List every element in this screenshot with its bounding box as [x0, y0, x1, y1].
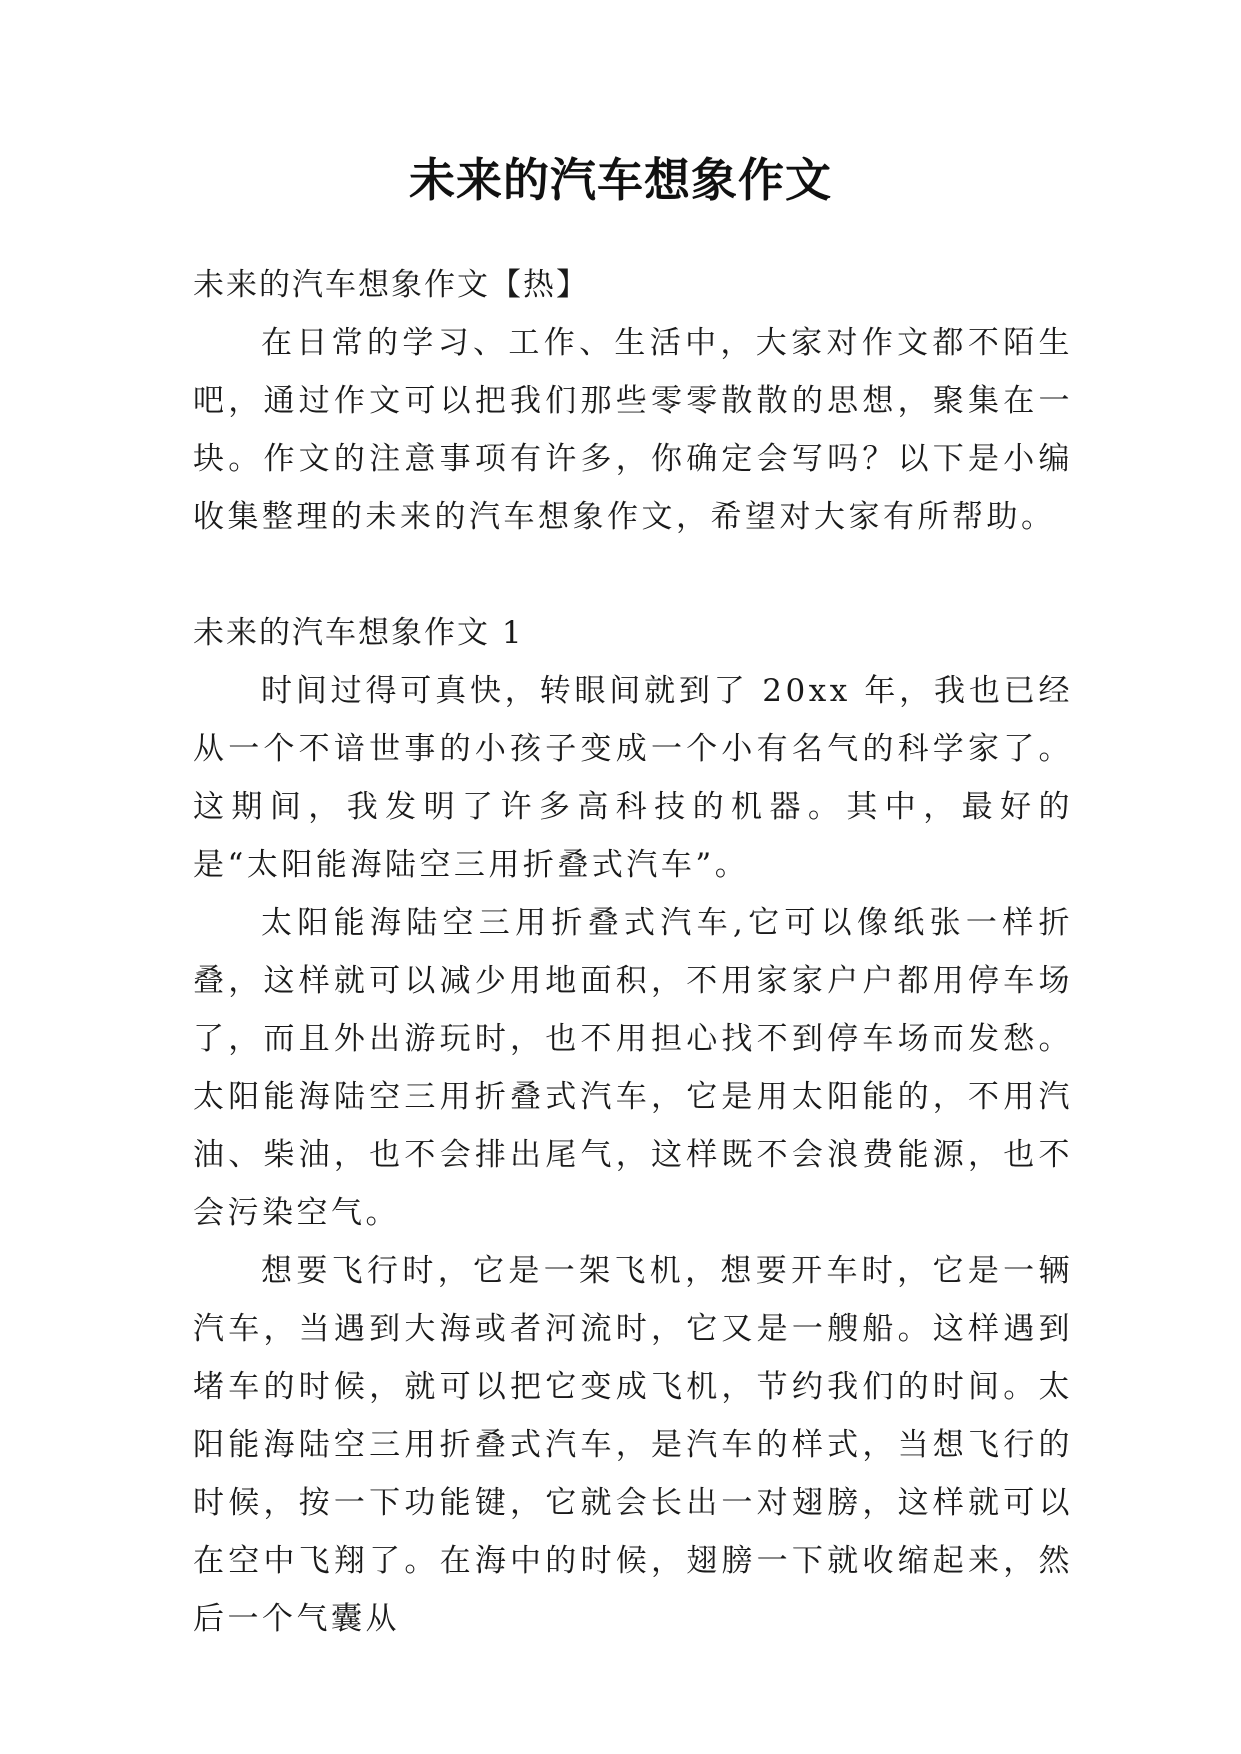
section-spacer	[193, 546, 1073, 604]
section1-paragraph-3: 想要飞行时，它是一架飞机，想要开车时，它是一辆汽车，当遇到大海或者河流时，它又是一艘船。这样遇到堵车的时候，就可以把它变成飞机，节约我们的时间。太阳能海陆空三用折叠式汽车，是汽车的样式，当想飞行的时候，按一下功能键，它就会长出一对翅膀，这样就可以在空中飞翔了。在海中的时候，翅膀一下就收缩起来，然后一个气囊从	[193, 1253, 1073, 1637]
section1-paragraph-1: 时间过得可真快，转眼间就到了 20xx 年，我也已经从一个不谙世事的小孩子变成一个小有名气的科学家了。这期间，我发明了许多高科技的机器。其中，最好的是“太阳能海陆空三用折叠式汽车”。	[193, 673, 1073, 883]
intro-heading: 未来的汽车想象作文【热】	[193, 267, 589, 303]
document-body	[193, 256, 1073, 1648]
intro-paragraph: 在日常的学习、工作、生活中，大家对作文都不陌生吧，通过作文可以把我们那些零零散散的思想，聚集在一块。作文的注意事项有许多，你确定会写吗？以下是小编收集整理的未来的汽车想象作文，希望对大家有所帮助。	[193, 325, 1073, 535]
section1-paragraph-2: 太阳能海陆空三用折叠式汽车,它可以像纸张一样折叠，这样就可以减少用地面积，不用家家户户都用停车场了，而且外出游玩时，也不用担心找不到停车场而发愁。太阳能海陆空三用折叠式汽车，它是用太阳能的，不用汽油、柴油，也不会排出尾气，这样既不会浪费能源，也不会污染空气。	[193, 905, 1073, 1231]
section1-heading: 未来的汽车想象作文 1	[193, 615, 524, 651]
document-title: 未来的汽车想象作文	[409, 153, 832, 207]
